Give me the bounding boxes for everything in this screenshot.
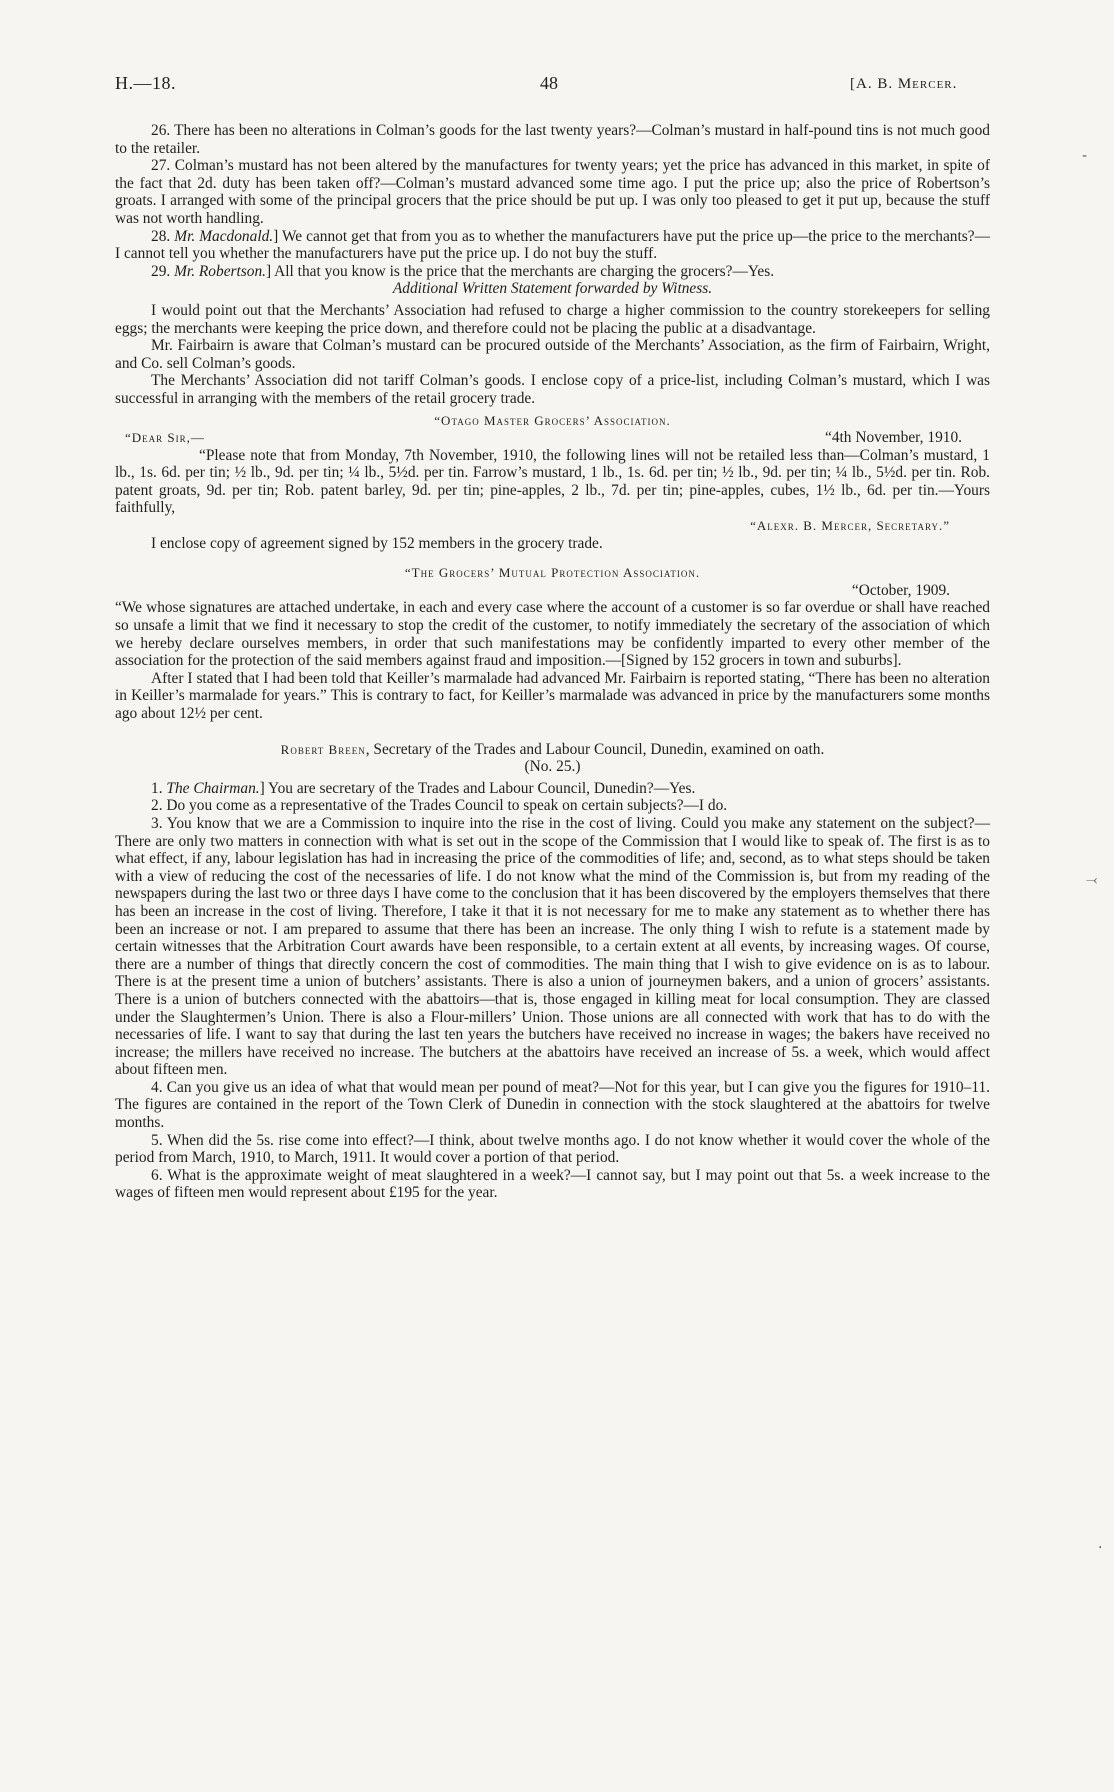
letter-heading: “Otago Master Grocers’ Association. <box>434 412 671 428</box>
question-number: 1. <box>151 779 163 797</box>
question-continuation: the price up—the price to the merchants?—I cannot tell you whether the manufacturers have put the price up. I do not buy the stuff. <box>115 227 990 263</box>
paragraph: I would point out that the Merchants’ Association had refused to charge a higher commission to the country storekeepers for selling eggs; the merchants were keeping the price down, and therefore could not be placing the public at a disadvantage. <box>115 301 990 337</box>
speaker: Mr. Robertson. <box>174 262 267 280</box>
question-number: 29. <box>151 262 171 280</box>
document-body <box>115 122 990 1202</box>
margin-mark: ⤙ <box>1086 872 1098 888</box>
question-text: All that you know is the price that the merchants are charging the <box>274 262 677 280</box>
report-code: H.—18. <box>115 73 176 93</box>
paragraph: 27. Colman’s mustard has not been altered by the manufactures for twenty years; yet the price has advanced in this market, in spite of the fact that 2d. duty has been taken off?—Colman’s mustard advanced some time ago. I put the price up; also the price of Robertson’s groats. I arranged with some of the principal grocers that the price should be put up. I was only too pleased to get it put up, because the stuff was not worth handling. <box>115 157 990 227</box>
letter-body: “Please note that from Monday, 7th November, 1910, the following lines will not be retailed less than—Colman’s mustard, 1 lb., 1s. 6d. per tin; ½ lb., 9d. per tin; ¼ lb., 5½d. per tin. Farrow’s mustard, 1 lb., 1s. 6d. per tin; ½ lb., 9d. per tin; ¼ lb., 5½d. per tin. Rob. patent groats, 9d. per tin; Rob. patent barley, 9d. per tin; pine-apples, 2 lb., 7d. per tin; pine-apples, cubes, 1½ lb., 6d. per tin.—Yours faithfully, <box>115 446 990 517</box>
paragraph: 6. What is the approximate weight of meat slaughtered in a week?—I cannot say, but I may point out that 5s. a week increase to the wages of fifteen men would represent about £195 for the year. <box>115 1166 990 1202</box>
question-text: We cannot get that from you as to whether the manufacturers have put <box>282 227 716 245</box>
agreement-date: “October, 1909. <box>851 581 950 599</box>
paragraph: 3. You know that we are a Commission to inquire into the rise in the cost of living. Could you make any statement on the subject?—There are only two matters in connection with what is set out in the scope of the Commission that I would like to speak of. The first is as to what effect, if any, labour legislation has had in increasing the price of the commodities of life; and, second, as to what steps should be taken with a view of reducing the cost of the necessaries of life. I do not know what the mind of the Commission is, but from my reading of the newspapers during the last two or three days I have come to the conclusion that it has been discovered by the employers themselves that there has been an increase in the cost of living. Therefore, I take it that it is not necessary for me to make any statement as to whether there has been an increase or not. I am prepared to assume that there has been an increase. The only thing I wish to refute is a statement made by certain witnesses that the Arbitration Court awards have been responsible, to a certain extent at all events, by increasing wages. Of course, there are a number of things that directly concern the cost of commodities. The main thing that I wish to give evidence on is as to labour. There is at the present time a union of butchers’ assistants. There is also a union of journeymen bakers, and a union of grocers’ assistants. There is a union of butchers connected with the abattoirs—that is, those engaged in killing meat for local consumption. They are classed under the Slaughtermen’s Union. There is also a Flour-millers’ Union. Those unions are all connected with work that has to do with the necessaries of life. I want to say that during the last ten years the butchers have received no increase in wages; the bakers have received no increase; the millers have received no increase. The butchers at the abattoirs have received an increase of 5s. a week, which would affect about fifteen men. <box>115 814 990 1079</box>
question-number: 28. <box>151 227 171 245</box>
letter-signature: “Alexr. B. Mercer, Secretary.” <box>750 518 950 534</box>
paragraph: Mr. Fairbairn is aware that Colman’s mustard can be procured outside of the Merchants’ Association, as the firm of Fairbairn, Wright, and Co. sell Colman’s goods. <box>115 337 990 372</box>
witness-running-head: [A. B. Mercer. <box>850 76 958 92</box>
paragraph: 1. The Chairman.] You are secretary of the Trades and Labour Council, Dunedin?—Yes. <box>151 779 696 797</box>
paragraph: I enclose copy of agreement signed by 152 members in the grocery trade. <box>151 534 603 552</box>
witness-number: (No. 25.) <box>524 758 581 776</box>
agreement-heading: “The Grocers’ Mutual Protection Association. <box>404 565 701 581</box>
witness-name: Robert Breen <box>280 741 366 757</box>
margin-mark: ‐ <box>1082 148 1088 164</box>
paragraph: After I stated that I had been told that Keiller’s marmalade had advanced Mr. Fairbairn is reported stating, “There has been no alteration in Keiller’s marmalade for years.” This is contrary to fact, for Keiller’s marmalade was advanced in price by the manufacturers some months ago about 12½ per cent. <box>115 669 990 722</box>
letter-salutation-row <box>115 429 990 447</box>
speaker: Mr. Macdonald. <box>174 227 274 245</box>
paragraph: 26. There has been no alterations in Colman’s goods for the last twenty years?—Colman’s mustard in half-pound tins is not much good to the retailer. <box>115 122 990 157</box>
speaker: The Chairman. <box>166 779 260 797</box>
paragraph: 29. Mr. Robertson.] All that you know is the price that the merchants are charging the grocers?—Yes. <box>151 262 775 280</box>
paragraph: 2. Do you come as a representative of the Trades Council to speak on certain subjects?—I do. <box>151 797 728 815</box>
paragraph: 28. Mr. Macdonald.] We cannot get that from you as to whether the manufacturers have put the price up—the price to the merchants?—I cannot tell you whether the manufacturers have put the price up. I do not buy the stuff. <box>115 227 990 263</box>
salutation: “Dear Sir,— <box>125 430 205 446</box>
question-continuation: grocers?—Yes. <box>680 262 775 280</box>
margin-mark: · <box>1098 1540 1103 1556</box>
question-text: You are secretary of the Trades and Labour Council, Dunedin?—Yes. <box>268 779 696 797</box>
letter-date: “4th November, 1910. <box>824 429 962 447</box>
paragraph: The Merchants’ Association did not tariff Colman’s goods. I enclose copy of a price-list, including Colman’s mustard, which I was successful in arranging with the members of the retail grocery trade. <box>115 372 990 407</box>
paragraph: 4. Can you give us an idea of what that would mean per pound of meat?—Not for this year, but I can give you the figures for 1910–11. The figures are contained in the report of the Town Clerk of Dunedin in connection with the stock slaughtered at the abattoirs for twelve months. <box>115 1078 990 1132</box>
witness-heading <box>115 741 990 759</box>
agreement-text: “We whose signatures are attached undertake, in each and every case where the account of a customer is so far overdue or shall have reached so unsafe a limit that we find it necessary to stop the credit of the customer, to notify immediately the secretary of the association of which we hereby declare ourselves members, in order that such manifestations may be confidently imparted to every other member of the association for the protection of the said members against fraud and imposition.—[Signed by 152 grocers in town and suburbs]. <box>115 599 990 670</box>
page-number: 48 <box>540 73 558 93</box>
paragraph: 5. When did the 5s. rise come into effect?—I think, about twelve months ago. I do not know whether it would cover the whole of the period from March, 1910, to March, 1911. It would cover a portion of that period. <box>115 1131 990 1167</box>
witness-description: , Secretary of the Trades and Labour Council, Dunedin, examined on oath. <box>365 740 825 758</box>
section-heading: Additional Written Statement forwarded by Witness. <box>392 280 713 298</box>
